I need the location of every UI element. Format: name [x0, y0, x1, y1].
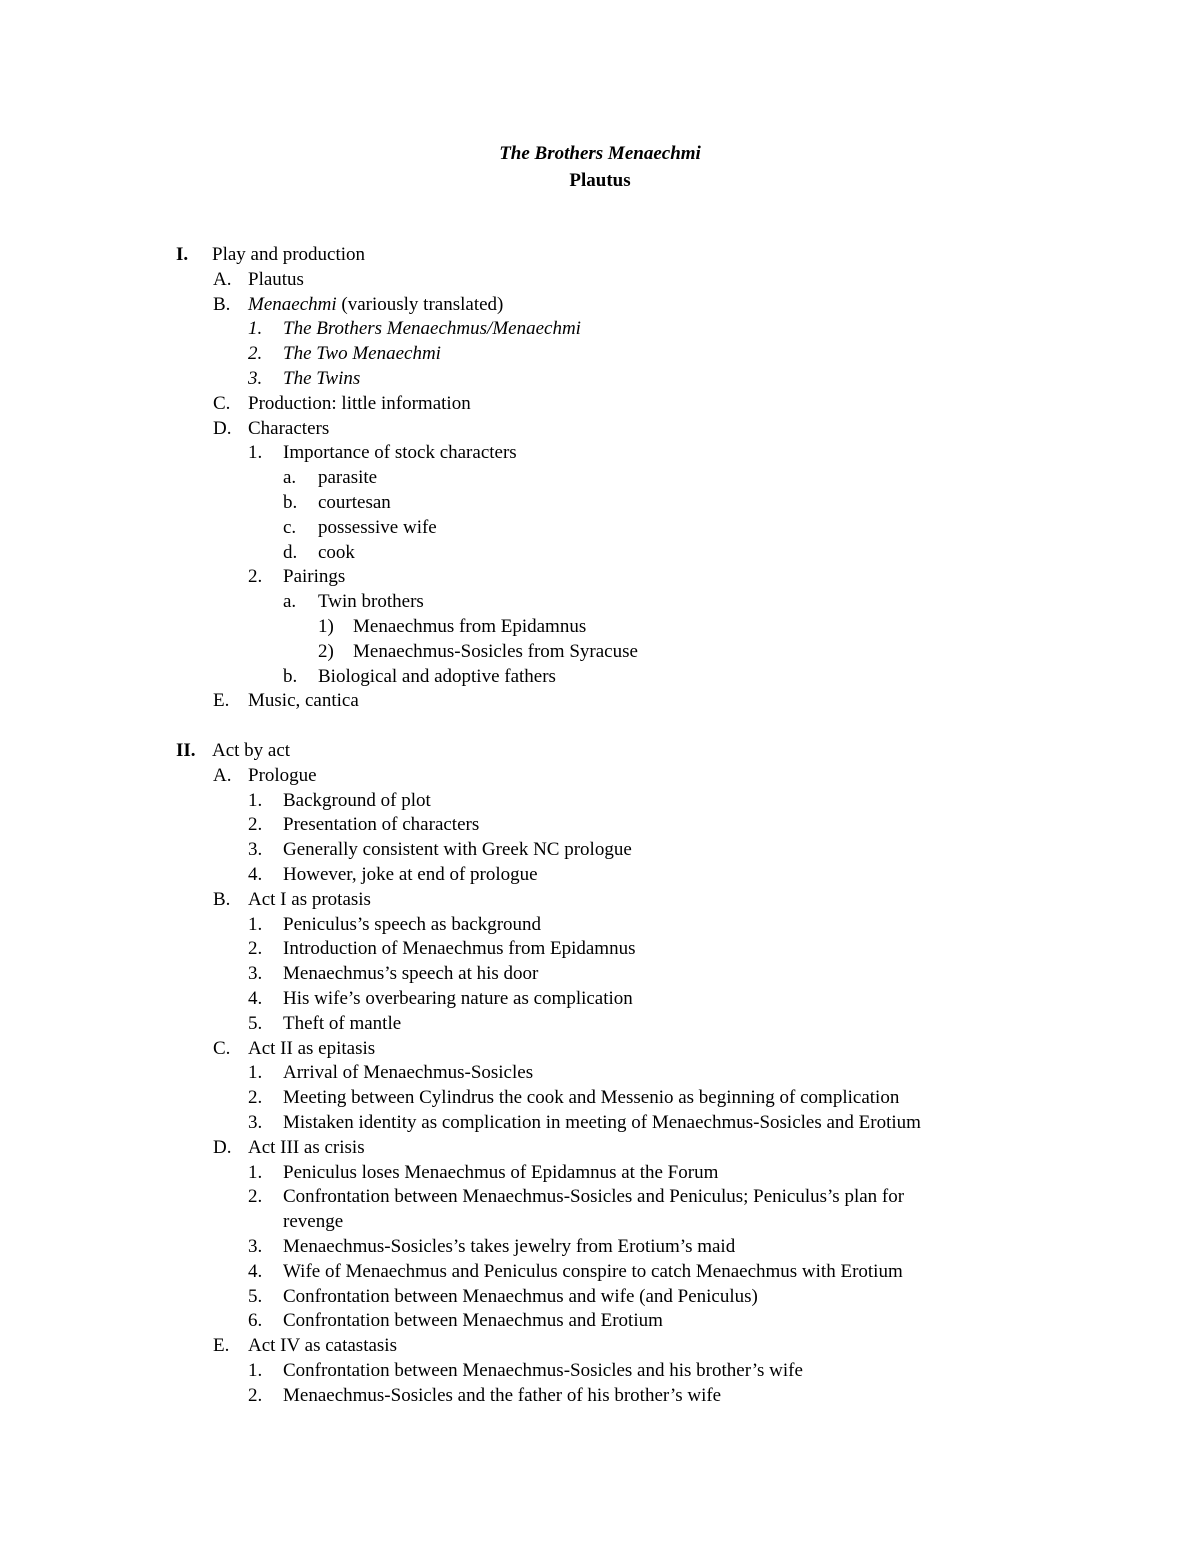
outline-text: The Twins [283, 368, 361, 389]
outline-marker: 1) [318, 616, 334, 637]
outline-item [0, 466, 1200, 490]
outline-marker: I. [176, 244, 189, 265]
outline-item [0, 1210, 1200, 1234]
outline-item [0, 1359, 1200, 1383]
outline-item [0, 243, 1200, 267]
outline-item [0, 1185, 1200, 1209]
outline-marker: b. [283, 666, 298, 687]
outline-marker: A. [213, 269, 232, 290]
outline-item [0, 491, 1200, 515]
outline-marker: 5. [248, 1013, 263, 1034]
outline-marker: 4. [248, 864, 263, 885]
outline-marker: 2. [248, 1385, 263, 1406]
outline-text: Act III as crisis [248, 1137, 365, 1158]
outline-item [0, 789, 1200, 813]
outline-item [0, 516, 1200, 540]
outline-item [0, 813, 1200, 837]
outline-text: Characters [248, 418, 330, 439]
outline-text: The Brothers Menaechmus/Menaechmi [283, 318, 581, 339]
outline-marker: 3. [248, 839, 263, 860]
outline-marker: 3. [248, 1236, 263, 1257]
outline-marker: 2. [248, 938, 263, 959]
outline-item [0, 937, 1200, 961]
outline-item [0, 838, 1200, 862]
outline-marker: 1. [248, 1162, 263, 1183]
outline-text: Mistaken identity as complication in meeting of Menaechmus-Sosicles and Erotium [283, 1112, 921, 1133]
outline-item [0, 987, 1200, 1011]
outline-marker: 1. [248, 1360, 263, 1381]
outline-text: revenge [283, 1211, 344, 1232]
outline-text: Generally consistent with Greek NC prologue [283, 839, 632, 860]
outline-text: Meeting between Cylindrus the cook and Messenio as beginning of complication [283, 1087, 900, 1108]
outline-item [0, 417, 1200, 441]
outline-item [0, 317, 1200, 341]
outline-text: Confrontation between Menaechmus-Sosicles and his brother’s wife [283, 1360, 803, 1381]
outline-marker: II. [176, 740, 196, 761]
outline-marker: 5. [248, 1286, 263, 1307]
outline-marker: 2. [248, 814, 263, 835]
outline-item [0, 665, 1200, 689]
outline-item [0, 962, 1200, 986]
outline-marker: 2. [248, 1186, 263, 1207]
outline-text: Twin brothers [318, 591, 424, 612]
outline-item [0, 1384, 1200, 1408]
outline-item [0, 888, 1200, 912]
outline-marker: A. [213, 765, 232, 786]
outline-marker: C. [213, 1038, 231, 1059]
outline-item [0, 640, 1200, 664]
outline-item [0, 1285, 1200, 1309]
outline-marker: 1. [248, 442, 263, 463]
outline-marker: B. [213, 889, 231, 910]
outline-text: Act IV as catastasis [248, 1335, 397, 1356]
outline-marker: b. [283, 492, 298, 513]
outline-item [0, 913, 1200, 937]
outline-text: Act by act [212, 740, 291, 761]
outline-item [0, 1161, 1200, 1185]
outline-text: Menaechmus-Sosicles from Syracuse [353, 641, 638, 662]
outline-marker: a. [283, 591, 297, 612]
outline-text: Pairings [283, 566, 346, 587]
outline-item [0, 268, 1200, 292]
outline-item [0, 739, 1200, 763]
outline-text [248, 293, 503, 317]
outline-marker: 6. [248, 1310, 263, 1331]
outline-item [0, 1235, 1200, 1259]
outline-marker: 4. [248, 1261, 263, 1282]
outline-text: Background of plot [283, 790, 431, 811]
outline-marker: 1. [248, 790, 263, 811]
outline-text: Prologue [248, 765, 317, 786]
outline-marker: 1. [248, 318, 263, 339]
outline-text: courtesan [318, 492, 391, 513]
outline-item [0, 1136, 1200, 1160]
outline-text: Play and production [212, 244, 366, 265]
outline-marker: E. [213, 1335, 230, 1356]
outline-item [0, 293, 1200, 317]
outline-text: Production: little information [248, 393, 471, 414]
outline-item [0, 541, 1200, 565]
outline-text: Menaechmus from Epidamnus [353, 616, 587, 637]
outline-item [0, 1309, 1200, 1333]
outline-text: parasite [318, 467, 378, 488]
outline-marker: 1. [248, 914, 263, 935]
outline-text: Music, cantica [248, 690, 359, 711]
outline-item [0, 764, 1200, 788]
document-author: Plautus [569, 170, 631, 191]
outline-item [0, 1334, 1200, 1358]
outline-marker: 2. [248, 1087, 263, 1108]
outline-text: Arrival of Menaechmus-Sosicles [283, 1062, 534, 1083]
outline-text-rest: (variously translated) [336, 294, 504, 315]
document-title: The Brothers Menaechmi [499, 143, 701, 164]
outline-text: Menaechmus-Sosicles’s takes jewelry from Erotium’s maid [283, 1236, 736, 1257]
outline-item [0, 392, 1200, 416]
outline-marker: B. [213, 294, 231, 315]
outline-text: cook [318, 542, 355, 563]
outline-marker: 2. [248, 343, 263, 364]
outline-text: Confrontation between Menaechmus-Sosicles and Peniculus; Peniculus’s plan for [283, 1186, 905, 1207]
outline-item [0, 1111, 1200, 1135]
outline-item [0, 441, 1200, 465]
outline-item [0, 590, 1200, 614]
outline-text: Plautus [248, 269, 304, 290]
outline-text: His wife’s overbearing nature as complication [283, 988, 633, 1009]
outline-marker: 3. [248, 368, 263, 389]
outline-text: possessive wife [318, 517, 437, 538]
outline-marker: 2) [318, 641, 334, 662]
outline-marker: 3. [248, 1112, 263, 1133]
outline-marker: 2. [248, 566, 263, 587]
outline-item [0, 1260, 1200, 1284]
outline-marker: 3. [248, 963, 263, 984]
outline-marker: D. [213, 1137, 232, 1158]
outline-item [0, 565, 1200, 589]
outline-text: Introduction of Menaechmus from Epidamnus [283, 938, 636, 959]
outline-marker: 1. [248, 1062, 263, 1083]
outline-text: Act I as protasis [248, 889, 371, 910]
outline-marker: D. [213, 418, 232, 439]
outline-item [0, 342, 1200, 366]
outline-text: Menaechmus-Sosicles and the father of his brother’s wife [283, 1385, 722, 1406]
outline-marker: 4. [248, 988, 263, 1009]
outline-text: Importance of stock characters [283, 442, 517, 463]
outline-item [0, 1037, 1200, 1061]
outline-item [0, 1086, 1200, 1110]
outline-text: Act II as epitasis [248, 1038, 376, 1059]
outline-marker: C. [213, 393, 231, 414]
outline-text: Biological and adoptive fathers [318, 666, 556, 687]
outline-text: Peniculus’s speech as background [283, 914, 542, 935]
outline-text: Theft of mantle [283, 1013, 402, 1034]
outline-text: Wife of Menaechmus and Peniculus conspire to catch Menaechmus with Erotium [283, 1261, 903, 1282]
outline-item [0, 689, 1200, 713]
outline-text: However, joke at end of prologue [283, 864, 538, 885]
outline-marker: E. [213, 690, 230, 711]
outline-item [0, 863, 1200, 887]
outline-text: Presentation of characters [283, 814, 480, 835]
outline-marker: c. [283, 517, 297, 538]
outline-item [0, 1061, 1200, 1085]
outline-text: The Two Menaechmi [283, 343, 441, 364]
outline-item [0, 367, 1200, 391]
outline-marker: d. [283, 542, 298, 563]
outline-item [0, 615, 1200, 639]
outline-text: Peniculus loses Menaechmus of Epidamnus at the Forum [283, 1162, 719, 1183]
outline-marker: a. [283, 467, 297, 488]
outline-item [0, 1012, 1200, 1036]
outline-text: Menaechmus’s speech at his door [283, 963, 539, 984]
outline-text: Confrontation between Menaechmus and wife (and Peniculus) [283, 1286, 758, 1307]
outline-text: Confrontation between Menaechmus and Erotium [283, 1310, 663, 1331]
outline-text-italic: Menaechmi [248, 294, 337, 315]
